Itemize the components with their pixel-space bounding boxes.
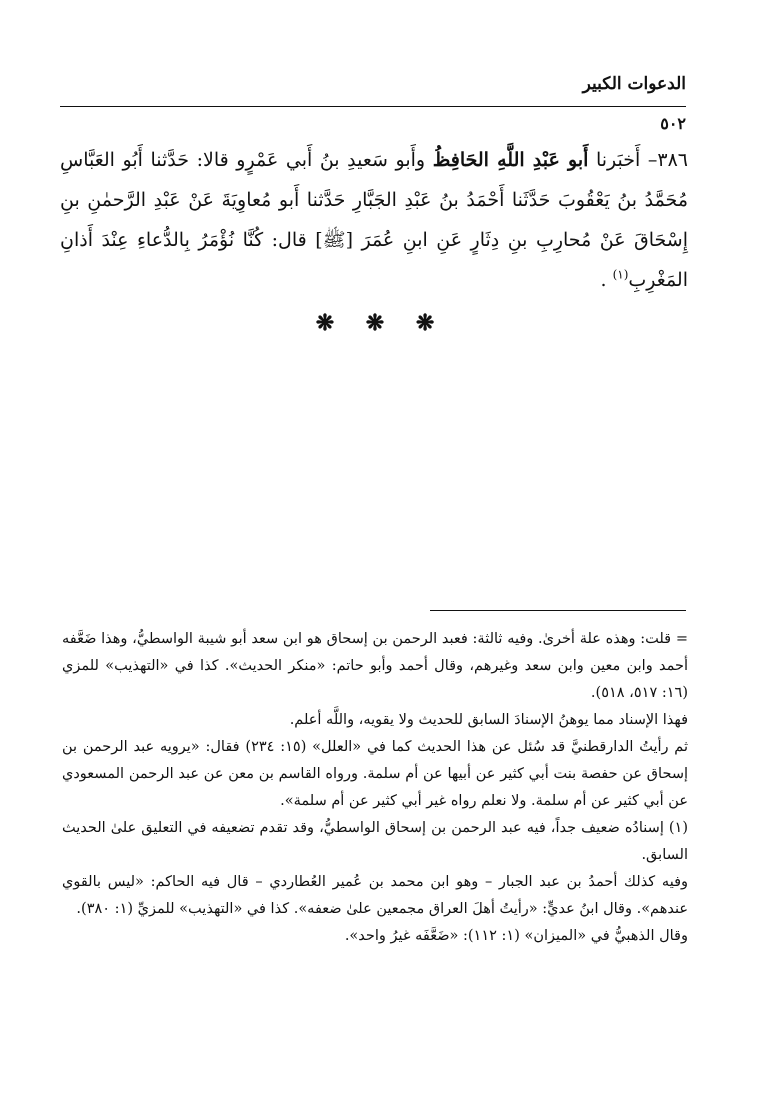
footnote-paragraph: وفيه كذلك أحمدُ بن عبد الجبار – وهو ابن محمد بن عُمير العُطاردي – قال فيه الحاكم: «ليس بالقوي عندهم». وقال ابنُ عديٍّ: «رأيتُ أهلَ العراق مجمعين علىٰ ضعفه». كذا في «التهذيب» للمزيِّ (١: ٣٨٠). xyxy=(62,874,688,917)
footnote-reference[interactable]: (١) xyxy=(612,267,629,282)
hadith-segment: . xyxy=(600,269,613,291)
footnote-paragraph: = قلت: وهذه علة أخرىٰ. وفيه ثالثة: فعبد الرحمن بن إسحاق هو ابن سعد أبو شيبة الواسطيُّ، وهذا ضَعَّفه أحمد وابن معين وابن سعد وغيرهم، وقال أحمد وأبو حاتم: «منكر الحديث». كذا في «التهذيب» للمزي (١٦: ٥١٧، ٥١٨). xyxy=(62,631,688,701)
hadith-segment: وأَبو سَعيدِ بنُ أَبي عَمْرٍو قالا: حَدَّثنا أَبُو العَبَّاسِ مُحَمَّدُ بنُ يَعْقُوبَ حَدَّثَنا أَحْمَدُ بنُ عَبْدِ الجَبَّارِ حَدَّثنا أَبو مُعاوِيَةَ عَنْ عَبْدِ الرَّحمٰنِ بنِ إِسْحَاقَ عَنْ مُحارِبِ بنِ دِثَارٍ عَنِ ابنِ عُمَرَ [ﷺ] قال: كُنَّا نُؤْمَرُ بِالدُّعاءِ عِنْدَ أَذانِ المَغْرِبِ xyxy=(60,149,688,291)
hadith-text xyxy=(60,140,688,300)
page-header xyxy=(60,74,686,133)
page-number: ٥٠٢ xyxy=(660,114,686,133)
narrator-name: أَبو عَبْدِ اللَّهِ الحَافِظُ xyxy=(432,149,589,171)
footnotes xyxy=(62,626,688,950)
footnote-paragraph: وقال الذهبيُّ في «الميزان» (١: ١١٢): «ضَعَّفَه غيرُ واحد». xyxy=(344,928,688,944)
footnote-paragraph: فهذا الإسناد مما يوهنُ الإسنادَ السابق للحديث ولا يقويه، واللَّه أعلم. xyxy=(289,712,688,728)
hadith-segment: أَخبَرنا xyxy=(588,149,648,171)
footnote-rule xyxy=(430,610,686,611)
header-rule xyxy=(60,106,686,107)
section-separator: ❋ ❋ ❋ xyxy=(315,310,447,336)
hadith-number: ٣٨٦– xyxy=(647,149,688,171)
footnote-paragraph: ثم رأيتُ الدارقطنيَّ قد سُئل عن هذا الحديث كما في «العلل» (١٥: ٢٣٤) فقال: «يرويه عبد الرحمن بن إسحاق عن حفصة بنت أبي كثير عن أبيها عن أم سلمة. ورواه القاسم بن معن عن عبد الرحمن المسعودي عن أبي كثير عن أم سلمة. ولا نعلم رواه غير أبي كثير عن أم سلمة». xyxy=(62,739,688,809)
running-title: الدعوات الكبير xyxy=(582,74,686,94)
footnote-paragraph: (١) إسنادُه ضعيف جداً، فيه عبد الرحمن بن إسحاق الواسطيُّ، وقد تقدم تضعيفه في التعليق علىٰ الحديث السابق. xyxy=(62,820,688,863)
hadith-paragraph xyxy=(60,140,688,300)
